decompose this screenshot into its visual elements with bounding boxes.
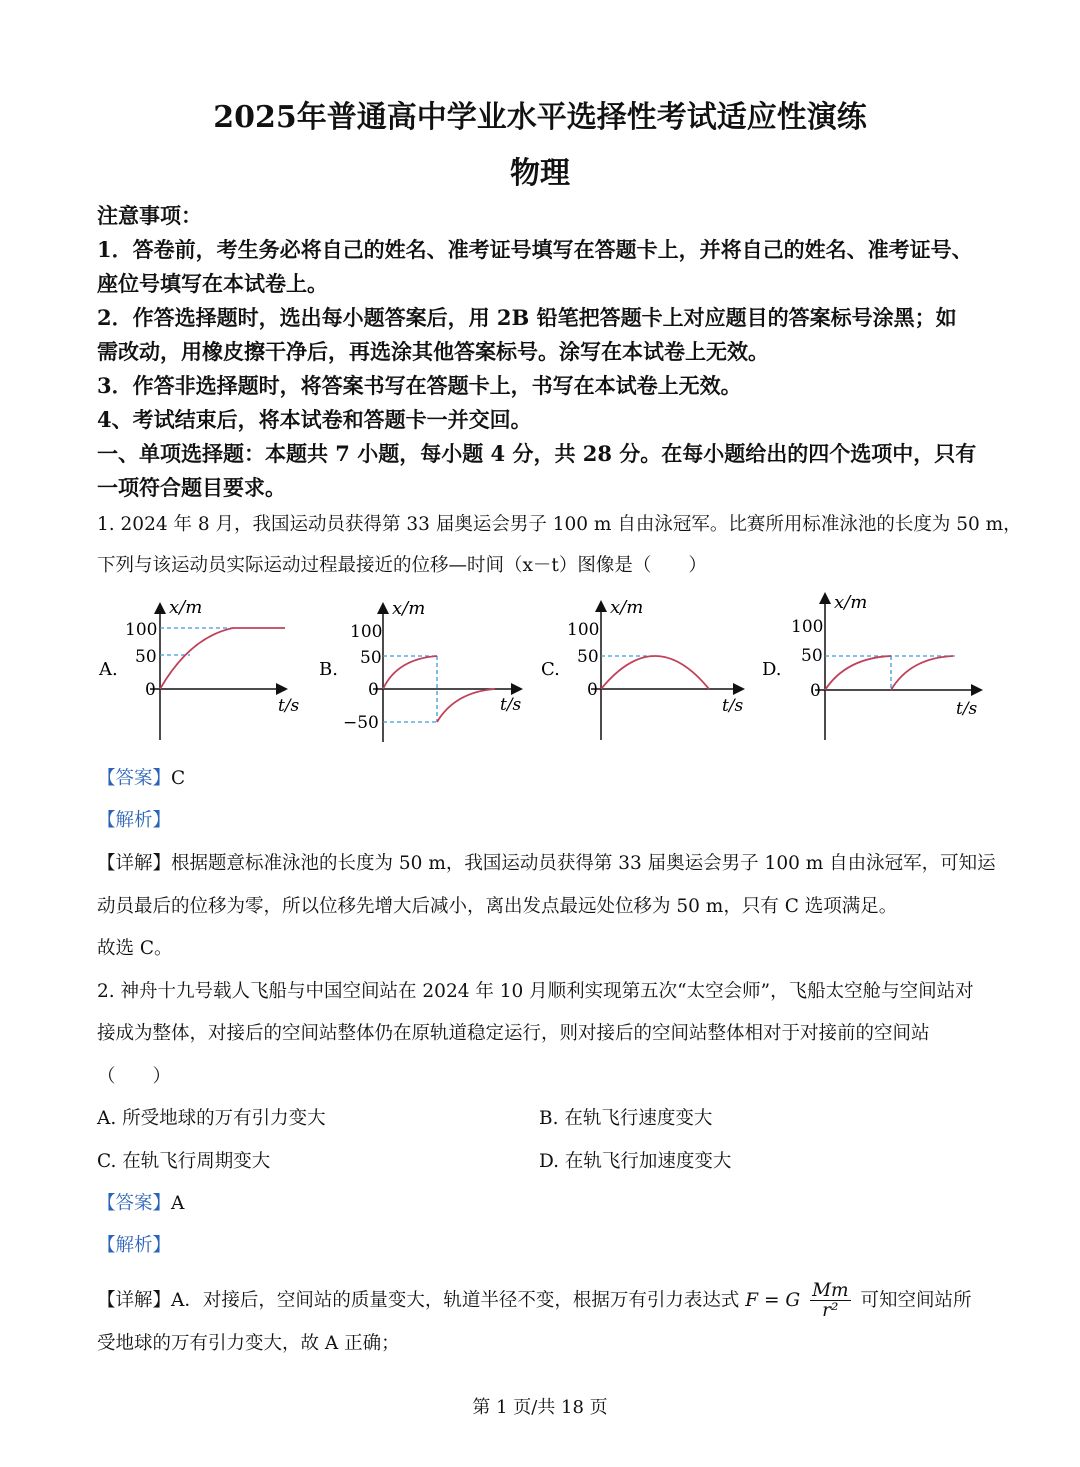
q2-detail-line: 受地球的万有引力变大，故 A 正确； xyxy=(97,1333,400,1354)
q1-detail-line: 故选 C。 xyxy=(97,938,173,959)
q2-option-d[interactable]: D. 在轨飞行加速度变大 xyxy=(539,1151,732,1172)
tick-label: 50 xyxy=(135,647,157,667)
x-axis-label: t/s xyxy=(278,696,300,716)
q1-analysis-tag: 【解析】 xyxy=(97,810,172,831)
q2-stem: 接成为整体，对接后的空间站整体仍在原轨道稳定运行，则对接后的空间站整体相对于对接前的空间站 xyxy=(97,1023,930,1044)
answer-value: C xyxy=(171,768,186,789)
notice-line: 1．答卷前，考生务必将自己的姓名、准考证号填写在答题卡上，并将自己的姓名、准考证号、 xyxy=(97,237,973,262)
q1-detail-line: 动员最后的位移为零，所以位移先增大后减小，离出发点最远处位移为 50 m，只有 C 选项满足。 xyxy=(97,896,898,917)
y-axis-label: x/m xyxy=(392,598,426,619)
q1-detail xyxy=(97,849,996,875)
q1-stem: 下列与该运动员实际运动过程最接近的位移—时间（x－t）图像是（ ） xyxy=(97,555,707,576)
answer-tag: 【答案】 xyxy=(97,768,172,789)
graph-label: A. xyxy=(99,659,118,680)
answer-tag: 【答案】 xyxy=(97,1193,172,1214)
q2-option-c[interactable]: C. 在轨飞行周期变大 xyxy=(97,1151,271,1172)
graph-a[interactable] xyxy=(95,595,300,745)
q2-answer xyxy=(97,1189,184,1215)
detail-text: 可知空间站所 xyxy=(860,1289,972,1311)
tick-label: 50 xyxy=(577,647,599,667)
section-heading: 一项符合题目要求。 xyxy=(97,475,286,500)
y-axis-label: x/m xyxy=(610,597,644,618)
tick-label: 50 xyxy=(360,648,382,668)
detail-tag: 【详解】 xyxy=(97,853,172,874)
x-t-curve xyxy=(891,656,953,690)
x-t-curve xyxy=(383,656,437,689)
graph-c[interactable] xyxy=(537,595,752,745)
q2-stem: 2. 神舟十九号载人飞船与中国空间站在 2024 年 10 月顺利实现第五次“太空会师”，飞船太空舱与空间站对 xyxy=(97,981,974,1002)
q2-analysis-tag: 【解析】 xyxy=(97,1235,172,1256)
tick-label: 100 xyxy=(567,620,600,640)
page-number: 第 1 页/共 18 页 xyxy=(472,1397,608,1418)
x-t-curve xyxy=(601,656,709,689)
x-axis-label: t/s xyxy=(500,695,522,715)
q1-answer xyxy=(97,764,185,790)
detail-tag: 【详解】 xyxy=(97,1289,172,1311)
x-axis-label: t/s xyxy=(956,699,978,719)
formula-fraction xyxy=(810,1281,851,1321)
x-t-curve xyxy=(160,628,285,689)
x-t-curve xyxy=(437,689,495,722)
q2-detail xyxy=(97,1281,971,1321)
q2-stem: （ ） xyxy=(97,1066,172,1087)
x-t-curve xyxy=(825,656,891,690)
section-heading: 一、单项选择题：本题共 7 小题，每小题 4 分，共 28 分。在每小题给出的四个选项中，只有 xyxy=(97,441,977,466)
notice-line: 4、考试结束后，将本试卷和答题卡一并交回。 xyxy=(97,407,532,432)
tick-label: 100 xyxy=(791,617,824,637)
graph-b[interactable] xyxy=(315,597,525,747)
q1-stem: 1. 2024 年 8 月，我国运动员获得第 33 届奥运会男子 100 m 自由泳冠军。比赛所用标准泳池的长度为 50 m， xyxy=(97,514,1022,535)
y-axis-label: x/m xyxy=(834,592,868,613)
notice-heading: 注意事项： xyxy=(97,203,202,228)
q2-option-b[interactable]: B. 在轨飞行速度变大 xyxy=(539,1108,713,1129)
tick-label: 0 xyxy=(810,681,821,701)
subject-title: 物理 xyxy=(510,156,570,191)
formula-numerator: Mm xyxy=(812,1280,849,1301)
formula-denominator: r² xyxy=(822,1300,839,1322)
tick-label: 50 xyxy=(801,646,823,666)
tick-label: −50 xyxy=(343,713,379,733)
exam-title: 2025年普通高中学业水平选择性考试适应性演练 xyxy=(213,100,867,135)
detail-text: 根据题意标准泳池的长度为 50 m，我国运动员获得第 33 届奥运会男子 100 m 自由泳冠军，可知运 xyxy=(171,853,996,874)
tick-label: 0 xyxy=(368,680,379,700)
tick-label: 0 xyxy=(145,680,156,700)
notice-line: 需改动，用橡皮擦干净后，再选涂其他答案标号。涂写在本试卷上无效。 xyxy=(97,339,769,364)
graph-label: C. xyxy=(541,659,560,680)
q2-option-a[interactable]: A. 所受地球的万有引力变大 xyxy=(97,1108,326,1129)
detail-text: A．对接后，空间站的质量变大，轨道半径不变，根据万有引力表达式 xyxy=(171,1289,740,1311)
tick-label: 100 xyxy=(350,622,383,642)
notice-line: 3．作答非选择题时，将答案书写在答题卡上，书写在本试卷上无效。 xyxy=(97,373,742,398)
answer-value: A xyxy=(171,1193,185,1214)
graph-d[interactable] xyxy=(758,590,988,745)
x-axis-label: t/s xyxy=(722,696,744,716)
notice-line: 2．作答选择题时，选出每小题答案后，用 2B 铅笔把答题卡上对应题目的答案标号涂黑；如 xyxy=(97,305,957,330)
formula-lhs: F = G xyxy=(745,1289,801,1311)
y-axis-label: x/m xyxy=(169,597,203,618)
tick-label: 100 xyxy=(125,620,158,640)
notice-line: 座位号填写在本试卷上。 xyxy=(97,271,328,296)
graph-label: D. xyxy=(762,659,782,680)
tick-label: 0 xyxy=(587,680,598,700)
graph-label: B. xyxy=(319,659,338,680)
